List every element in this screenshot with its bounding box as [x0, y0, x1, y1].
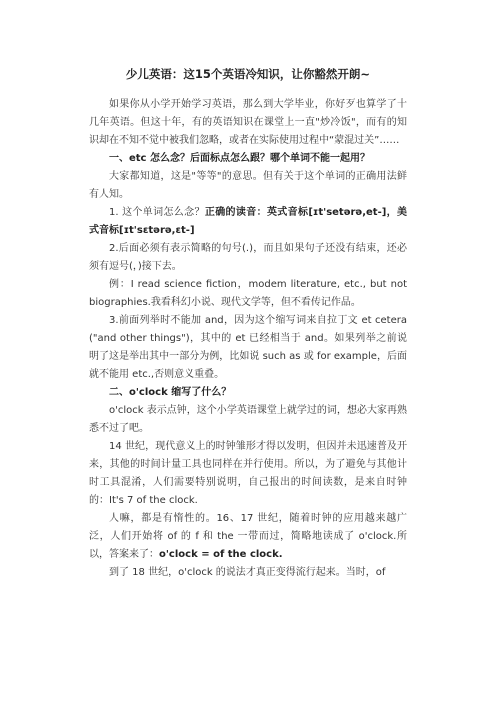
answer-lead: 人嘛，都是有惰性的。16、17 世纪，随着时钟的应用越来越广泛，人们开始将 of 的 f 和 the 一带而过，简略地读成了 o'clock.所以，答案来了：: [89, 513, 407, 560]
pronunciation-answer: 正确的读音：英式音标[ɪt'setərə,et-]，美式音标[ɪt'sɛtərə,ɛt-]: [89, 207, 407, 236]
paragraph: 大家都知道，这是"等等"的意思。但有关于这个单词的正确用法鲜有人知。: [89, 171, 407, 200]
pronunciation-question: 1. 这个单词怎么念？: [109, 207, 205, 218]
article-title: 少儿英语：这15个英语冷知识，让你豁然开朗~: [125, 67, 371, 81]
paragraph: 到了 18 世纪，o'clock 的说法才真正变得流行起来。当时，of: [109, 567, 386, 578]
paragraph: 2.后面必须有表示简略的句号(.)，而且如果句子还没有结束，还必须有逗号(，)接下去。: [89, 243, 407, 272]
paragraph-pronunciation: [89, 204, 407, 240]
paragraph-answer: [89, 510, 407, 564]
paragraph: 3.前面列举时不能加 and，因为这个缩写词来自拉丁文 et cetera ("and other things")，其中的 et 已经相当于 and。如果列举之前说明了这是举出其中一部分为例，比如说 such as 或 for example，后面就不能用 etc.,否则意义重叠。: [89, 315, 407, 380]
paragraph-example: 例：I read science fiction，modem literature, etc., but not biographies.我看科幻小说、现代文学等，但不看传记作品。: [89, 279, 407, 308]
section-heading-oclock: 二、o'clock 缩写了什么？: [109, 387, 232, 398]
article-body: [89, 96, 407, 582]
answer-highlight: o'clock = of the clock.: [159, 549, 283, 560]
paragraph: o'clock 表示点钟，这个小学英语课堂上就学过的词，想必大家再熟悉不过了吧。: [89, 405, 407, 434]
section-heading-etc: 一、etc 怎么念？后面标点怎么跟？哪个单词不能一起用？: [109, 153, 370, 164]
intro-paragraph: 如果你从小学开始学习英语，那么到大学毕业，你好歹也算学了十几年英语。但这十年，有的英语知识在课堂上一直"炒冷饭"，而有的知识却在不知不觉中被我们忽略，或者在实际使用过程中“蒙混过关”……: [89, 99, 407, 146]
paragraph: 14 世纪，现代意义上的时钟雏形才得以发明，但因并未迅速普及开来，其他的时间计量工具也同样在并行使用。所以，为了避免与其他计时工具混淆，人们需要特别说明，自己报出的时间读数，是来自时钟的：It's 7 of the clock.: [89, 441, 407, 506]
